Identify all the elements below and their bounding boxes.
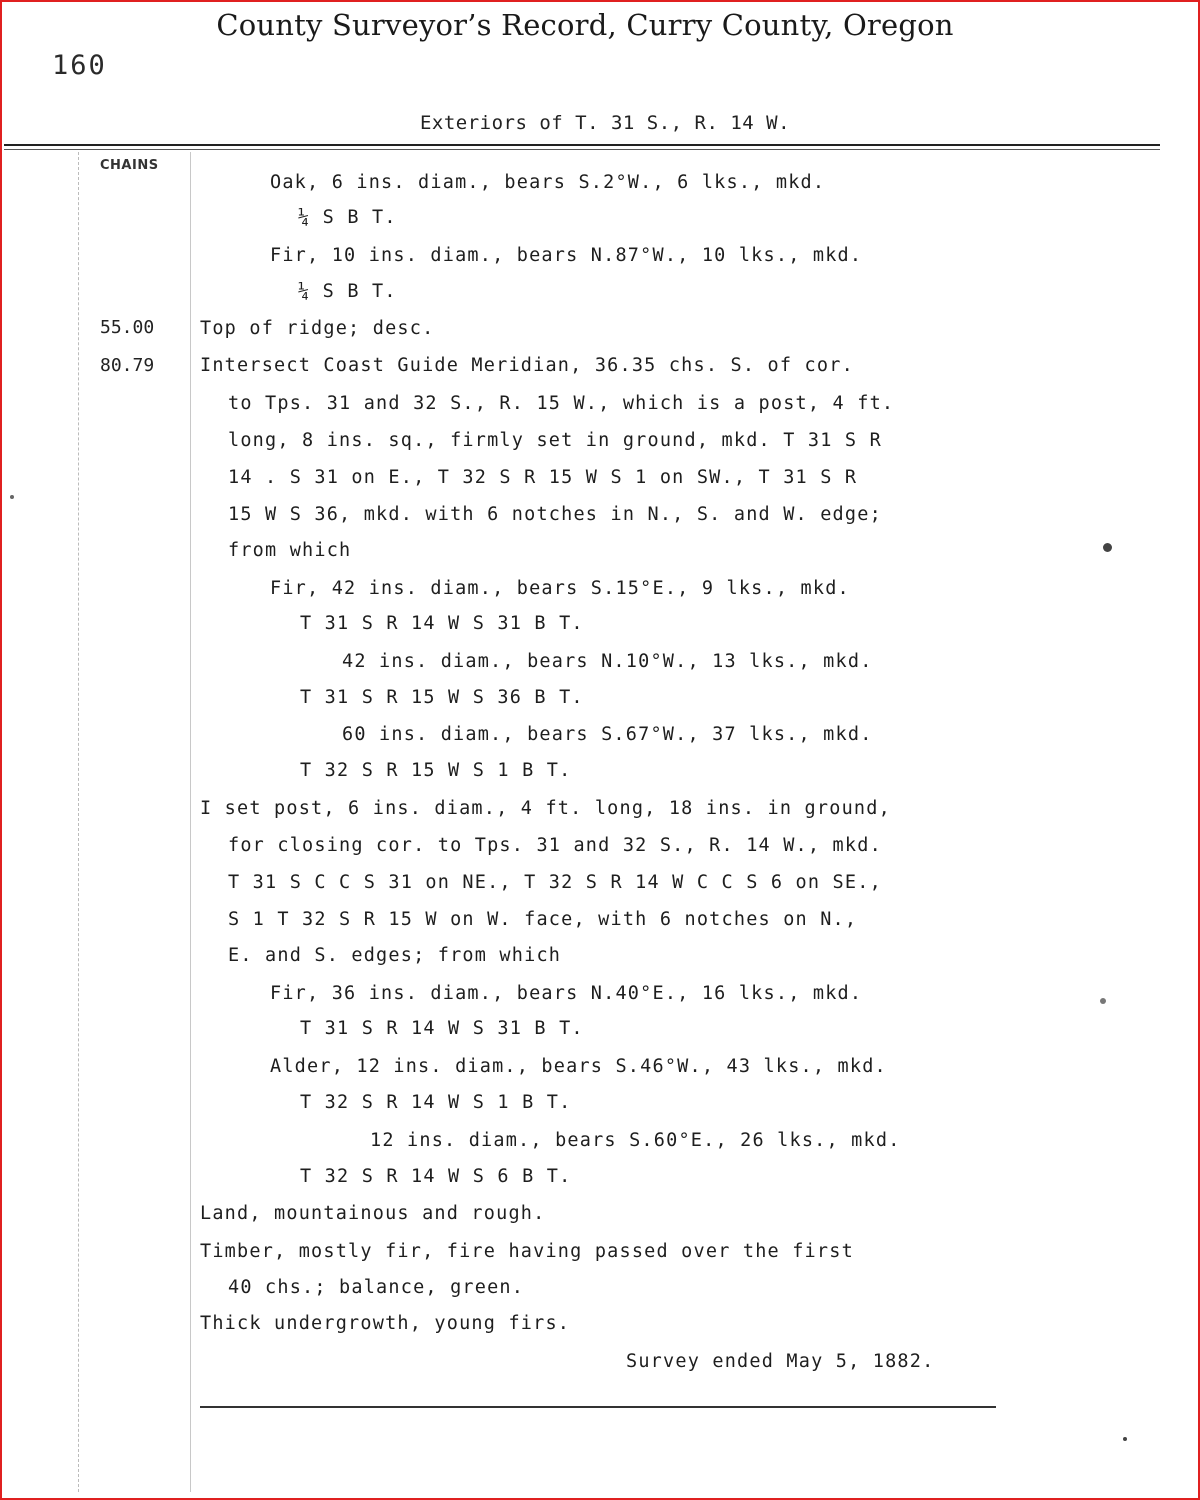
- record-line: Alder, 12 ins. diam., bears S.46°W., 43 lks., mkd.: [270, 1056, 887, 1077]
- record-line: T 32 S R 14 W S 1 B T.: [300, 1092, 572, 1113]
- closing-rule: [200, 1406, 996, 1408]
- record-title: County Surveyor’s Record, Curry County, Oregon: [216, 8, 954, 42]
- record-line: Timber, mostly fir, fire having passed over the first: [200, 1241, 854, 1262]
- header-rule-thin: [4, 149, 1160, 150]
- chain-value: 55.00: [100, 317, 155, 338]
- survey-end-line: Survey ended May 5, 1882.: [626, 1351, 935, 1372]
- record-line: E. and S. edges; from which: [228, 945, 562, 966]
- record-line: T 31 S R 14 W S 31 B T.: [300, 613, 584, 634]
- record-line: 42 ins. diam., bears N.10°W., 13 lks., mkd.: [342, 651, 873, 672]
- ink-speck: [10, 495, 14, 499]
- record-line: long, 8 ins. sq., firmly set in ground, mkd. T 31 S R: [228, 430, 882, 451]
- record-line: to Tps. 31 and 32 S., R. 15 W., which is a post, 4 ft.: [228, 393, 895, 414]
- header-rule: [4, 144, 1160, 146]
- record-line: Oak, 6 ins. diam., bears S.2°W., 6 lks., mkd.: [270, 172, 826, 193]
- record-line: Fir, 36 ins. diam., bears N.40°E., 16 lks., mkd.: [270, 983, 863, 1004]
- record-line: T 31 S R 15 W S 36 B T.: [300, 687, 584, 708]
- record-line: 60 ins. diam., bears S.67°W., 37 lks., mkd.: [342, 724, 873, 745]
- record-line: for closing cor. to Tps. 31 and 32 S., R. 14 W., mkd.: [228, 835, 882, 856]
- record-line: 40 chs.; balance, green.: [228, 1277, 525, 1298]
- record-line: Fir, 10 ins. diam., bears N.87°W., 10 lks., mkd.: [270, 245, 863, 266]
- record-line: 14 . S 31 on E., T 32 S R 15 W S 1 on SW., T 31 S R: [228, 467, 858, 488]
- record-line: Fir, 42 ins. diam., bears S.15°E., 9 lks., mkd.: [270, 578, 850, 599]
- record-line: Intersect Coast Guide Meridian, 36.35 chs. S. of cor.: [200, 355, 854, 376]
- record-line: T 31 S R 14 W S 31 B T.: [300, 1018, 584, 1039]
- record-line: 15 W S 36, mkd. with 6 notches in N., S. and W. edge;: [228, 504, 882, 525]
- record-line: Top of ridge; desc.: [200, 318, 435, 339]
- chain-value: 80.79: [100, 355, 155, 376]
- record-line: ¼ S B T.: [298, 281, 397, 302]
- chains-column-label: CHAINS: [100, 158, 159, 173]
- ink-speck: [1123, 1437, 1127, 1441]
- ink-speck: [1100, 998, 1106, 1004]
- section-subtitle: Exteriors of T. 31 S., R. 14 W.: [419, 112, 791, 134]
- record-line: ¼ S B T.: [298, 207, 397, 228]
- record-line: T 32 S R 14 W S 6 B T.: [300, 1166, 572, 1187]
- record-line: I set post, 6 ins. diam., 4 ft. long, 18 ins. in ground,: [200, 798, 891, 819]
- record-line: T 31 S C C S 31 on NE., T 32 S R 14 W C C S 6 on SE.,: [228, 872, 882, 893]
- page-number: 160: [52, 50, 107, 81]
- column-rule: [190, 152, 191, 1492]
- ink-speck: [1103, 543, 1112, 552]
- margin-rule: [78, 152, 79, 1492]
- record-line: T 32 S R 15 W S 1 B T.: [300, 760, 572, 781]
- record-line: 12 ins. diam., bears S.60°E., 26 lks., mkd.: [370, 1130, 901, 1151]
- record-line: Land, mountainous and rough.: [200, 1203, 546, 1224]
- record-line: from which: [228, 540, 352, 561]
- record-line: S 1 T 32 S R 15 W on W. face, with 6 notches on N.,: [228, 909, 858, 930]
- record-line: Thick undergrowth, young firs.: [200, 1313, 571, 1334]
